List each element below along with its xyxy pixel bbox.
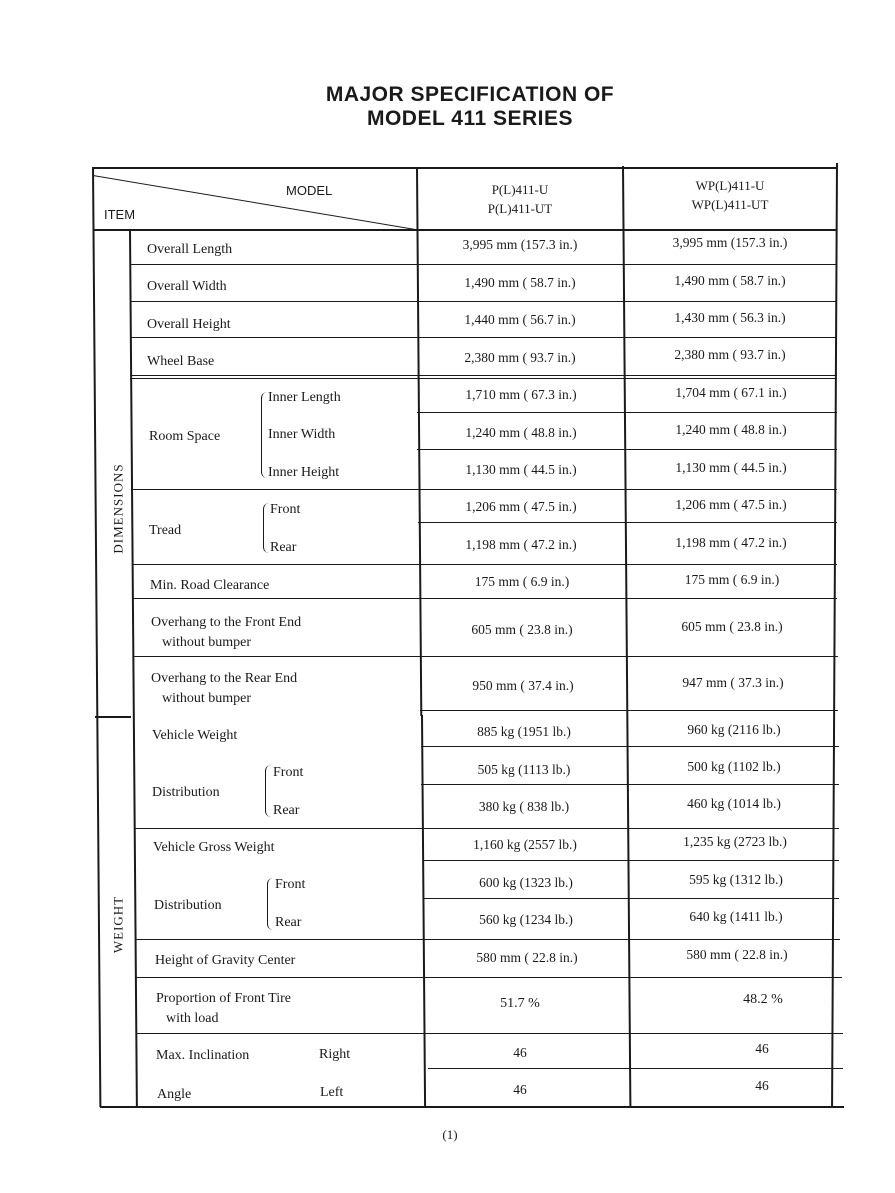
- value-vehicle-weight-2: 960 kg (2116 lb.): [687, 722, 781, 737]
- value-tread-rear-2: 1,198 mm ( 47.2 in.): [675, 535, 787, 550]
- row-line: [428, 1068, 843, 1069]
- row-line: [421, 784, 839, 785]
- row-line: [133, 656, 838, 657]
- row-line: [423, 860, 839, 861]
- label-inner-height: Inner Height: [268, 465, 340, 480]
- value-distribution-1-front-2: 500 kg (1102 lb.): [687, 759, 781, 774]
- value-wheel-base-1: 2,380 mm ( 93.7 in.): [464, 350, 576, 365]
- label-distribution-1-rear: Rear: [273, 803, 300, 818]
- header-col1-line2: P(L)411-UT: [487, 201, 553, 216]
- value-overall-width-1: 1,490 mm ( 58.7 in.): [464, 275, 576, 290]
- label-max-inclination: Max. Inclination: [156, 1048, 250, 1063]
- value-tread-front-2: 1,206 mm ( 47.5 in.): [675, 497, 787, 512]
- table-border-top: [92, 167, 837, 169]
- label-overall-width: Overall Width: [147, 279, 227, 294]
- label-wheel-base: Wheel Base: [147, 354, 215, 369]
- label-overhang-front-line1: Overhang to the Front End: [151, 615, 302, 630]
- label-distribution-1-front: Front: [273, 765, 304, 780]
- value-overall-length-1: 3,995 mm (157.3 in.): [462, 237, 578, 252]
- row-line: [134, 828, 839, 829]
- header-col2-line2: WP(L)411-UT: [691, 197, 769, 212]
- value-min-road-clearance-1: 175 mm ( 6.9 in.): [474, 574, 570, 589]
- table-border-left: [92, 167, 101, 1107]
- value-tread-rear-1: 1,198 mm ( 47.2 in.): [465, 537, 577, 552]
- value-inclination-left-2: 46: [755, 1078, 769, 1093]
- row-line: [417, 449, 837, 450]
- value-inner-width-2: 1,240 mm ( 48.8 in.): [675, 422, 787, 437]
- label-front-tire-line2: with load: [166, 1011, 219, 1026]
- page-number: (1): [442, 1127, 458, 1142]
- label-distribution-2: Distribution: [154, 898, 222, 913]
- label-room-space: Room Space: [149, 429, 221, 444]
- value-overhang-rear-2: 947 mm ( 37.3 in.): [682, 675, 784, 690]
- value-vehicle-gross-weight-1: 1,160 kg (2557 lb.): [473, 837, 577, 852]
- header-col2-line1: WP(L)411-U: [695, 178, 765, 193]
- label-inner-length: Inner Length: [268, 390, 341, 405]
- label-overhang-rear-line2: without bumper: [162, 691, 252, 706]
- value-distribution-1-rear-1: 380 kg ( 838 lb.): [478, 799, 570, 814]
- header-divider: [93, 229, 837, 231]
- label-tread-rear: Rear: [270, 540, 297, 555]
- label-inner-width: Inner Width: [268, 427, 336, 442]
- value-min-road-clearance-2: 175 mm ( 6.9 in.): [684, 572, 780, 587]
- row-line: [130, 378, 837, 379]
- row-line: [137, 1033, 843, 1034]
- distribution-1-brace: [265, 765, 272, 817]
- table-border-right: [831, 163, 838, 1108]
- row-line: [420, 710, 838, 711]
- value-overall-width-2: 1,490 mm ( 58.7 in.): [674, 273, 786, 288]
- label-front-tire-line1: Proportion of Front Tire: [156, 991, 291, 1006]
- value-inclination-left-1: 46: [513, 1082, 527, 1097]
- value-front-tire-2: 48.2 %: [743, 992, 783, 1007]
- value-distribution-2-front-2: 595 kg (1312 lb.): [689, 872, 783, 887]
- value-distribution-1-front-1: 505 kg (1113 lb.): [477, 762, 571, 777]
- row-line: [130, 337, 837, 338]
- value-distribution-1-rear-2: 460 kg (1014 lb.): [687, 796, 781, 811]
- value-inclination-right-1: 46: [513, 1045, 527, 1060]
- label-gravity-center: Height of Gravity Center: [155, 953, 296, 968]
- row-line: [135, 939, 840, 940]
- header-diagonal: [93, 175, 419, 231]
- label-overhang-rear-line1: Overhang to the Rear End: [151, 671, 298, 686]
- document-title-line1: MAJOR SPECIFICATION OF: [325, 83, 615, 106]
- label-overall-height: Overall Height: [147, 317, 231, 332]
- label-inclination-left: Left: [320, 1085, 344, 1100]
- value-distribution-2-rear-2: 640 kg (1411 lb.): [689, 909, 783, 924]
- row-line: [131, 489, 837, 490]
- value-distribution-2-rear-1: 560 kg (1234 lb.): [479, 912, 573, 927]
- label-vehicle-weight: Vehicle Weight: [152, 728, 238, 743]
- section-weight-label: WEIGHT: [110, 895, 126, 954]
- row-line: [423, 898, 839, 899]
- value-overall-height-1: 1,440 mm ( 56.7 in.): [464, 312, 576, 327]
- label-tread-front: Front: [270, 502, 301, 517]
- row-line: [136, 977, 842, 978]
- label-distribution-2-rear: Rear: [275, 915, 302, 930]
- value-vehicle-weight-1: 885 kg (1951 lb.): [477, 724, 571, 739]
- value-vehicle-gross-weight-2: 1,235 kg (2723 lb.): [683, 834, 787, 849]
- header-model-label: MODEL: [286, 183, 333, 198]
- value-overall-height-2: 1,430 mm ( 56.3 in.): [674, 310, 786, 325]
- label-distribution-2-front: Front: [275, 877, 306, 892]
- label-vehicle-gross-weight: Vehicle Gross Weight: [153, 840, 275, 855]
- value-overall-length-2: 3,995 mm (157.3 in.): [672, 235, 788, 250]
- label-overall-length: Overall Length: [147, 242, 233, 257]
- value-inner-length-1: 1,710 mm ( 67.3 in.): [465, 387, 577, 402]
- row-line: [418, 522, 837, 523]
- label-overhang-front-line2: without bumper: [162, 635, 252, 650]
- value-distribution-2-front-1: 600 kg (1323 lb.): [479, 875, 573, 890]
- value-overhang-front-1: 605 mm ( 23.8 in.): [471, 622, 573, 637]
- value-overhang-rear-1: 950 mm ( 37.4 in.): [472, 678, 574, 693]
- label-min-road-clearance: Min. Road Clearance: [150, 578, 270, 593]
- row-line: [417, 412, 837, 413]
- value-inner-height-1: 1,130 mm ( 44.5 in.): [465, 462, 577, 477]
- row-line: [130, 301, 837, 302]
- section-divider: [95, 716, 131, 718]
- label-angle: Angle: [157, 1087, 192, 1102]
- value-wheel-base-2: 2,380 mm ( 93.7 in.): [674, 347, 786, 362]
- room-space-brace: [261, 392, 268, 478]
- tread-brace: [263, 503, 270, 553]
- row-line: [130, 264, 837, 265]
- distribution-2-brace: [267, 878, 274, 930]
- section-column-line: [129, 230, 137, 1107]
- table-border-bottom: [100, 1106, 844, 1108]
- value-inclination-right-2: 46: [755, 1041, 769, 1056]
- value-front-tire-1: 51.7 %: [500, 996, 540, 1011]
- row-line: [421, 746, 839, 747]
- document-title-line2: MODEL 411 SERIES: [366, 107, 574, 130]
- header-col1-line1: P(L)411-U: [491, 182, 549, 197]
- row-line: [132, 598, 837, 599]
- label-inclination-right: Right: [319, 1047, 351, 1062]
- label-tread: Tread: [149, 523, 182, 538]
- section-dimensions-label: DIMENSIONS: [110, 463, 126, 554]
- row-line: [130, 375, 837, 376]
- value-inner-length-2: 1,704 mm ( 67.1 in.): [675, 385, 787, 400]
- value-overhang-front-2: 605 mm ( 23.8 in.): [681, 619, 783, 634]
- label-distribution-1: Distribution: [152, 785, 220, 800]
- value-inner-width-1: 1,240 mm ( 48.8 in.): [465, 425, 577, 440]
- value-inner-height-2: 1,130 mm ( 44.5 in.): [675, 460, 787, 475]
- header-item-label: ITEM: [104, 207, 136, 222]
- value-gravity-center-1: 580 mm ( 22.8 in.): [476, 950, 578, 965]
- value-gravity-center-2: 580 mm ( 22.8 in.): [686, 947, 788, 962]
- row-line: [132, 564, 837, 565]
- value-tread-front-1: 1,206 mm ( 47.5 in.): [465, 499, 577, 514]
